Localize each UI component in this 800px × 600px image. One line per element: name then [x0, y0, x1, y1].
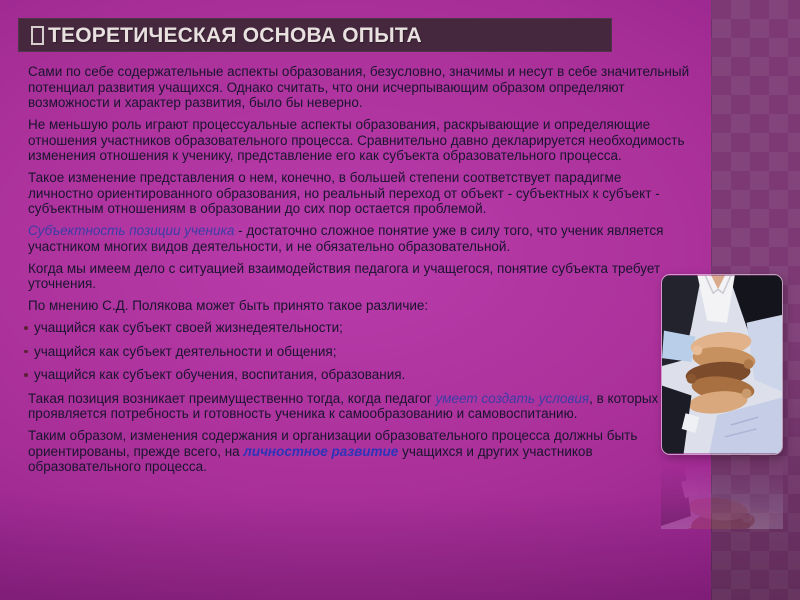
text-segment: Сами по себе содержательные аспекты образования, безусловно, значимы и несут в себе значительный потенциал развития учащихся. Однако считать, что они исчерпывающим образом определяют возможности и характер развития, было бы неверно. [28, 64, 690, 110]
slide-body [28, 64, 690, 481]
paragraph [28, 261, 690, 292]
text-segment: Когда мы имеем дело с ситуацией взаимодействия педагога и учащегося, понятие субъекта требует уточнения. [28, 260, 661, 291]
paragraph [28, 64, 690, 111]
slide-title: ТЕОРЕТИЧЕСКАЯ ОСНОВА ОПЫТА [48, 24, 422, 47]
text-segment: Такая позиция возникает преимущественно тогда, когда педагог [28, 390, 436, 406]
bullet-item [23, 367, 690, 383]
bullet-item [23, 344, 690, 360]
text-segment: - достаточно сложное понятие уже в силу того, что ученик является участником многих видов деятельности, и не обязательно образовательной. [28, 223, 664, 254]
text-segment: , в которых проявляется потребность и готовность ученика к самообразованию и самовоспитанию. [28, 390, 659, 421]
bullet-item [23, 320, 690, 336]
text-segment: учащийся как субъект деятельности и общения; [34, 343, 337, 359]
text-segment: учащийся как субъект обучения, воспитания, образования. [34, 367, 406, 382]
paragraph [28, 298, 690, 314]
accent-text-segment: Субъектность позиции ученика [28, 223, 235, 238]
paragraph [28, 391, 690, 422]
paragraph [28, 117, 690, 164]
text-segment: По мнению С.Д. Полякова может быть принято такое различие: [28, 298, 429, 313]
text-segment: учащихся и других участников образовательного процесса. [28, 443, 593, 474]
teamwork-photo-svg [662, 275, 782, 454]
paragraph [28, 428, 690, 475]
text-segment: Не меньшую роль играют процессуальные аспекты образования, раскрывающие и определяющие отношения участников образовательного процесса. Сравнительно давно декларируется необходимость изменения отношения к ученику, представление его как субъекта образовательного процесса. [28, 117, 685, 163]
accent-text-segment: умеет создать условия [435, 390, 590, 406]
text-segment: Таким образом, изменения содержания и организации образовательного процесса должны быть ориентированы, прежде всего, на [28, 428, 638, 459]
title-bullet-marker-icon [31, 26, 44, 45]
accent-text-segment: личностное развитие [243, 443, 399, 459]
paragraph [28, 170, 690, 217]
teamwork-photo [661, 274, 783, 455]
paragraph [28, 223, 690, 254]
title-bar [18, 18, 612, 52]
text-segment: учащийся как субъект своей жизнедеятельности; [34, 320, 343, 335]
text-segment: Такое изменение представления о нем, конечно, в большей степени соответствует парадигме личностно ориентированного образования, но реальный переход от объект - субъектных к субъект - субъектным отношениям в образовании до сих пор остается проблемой. [28, 170, 660, 216]
